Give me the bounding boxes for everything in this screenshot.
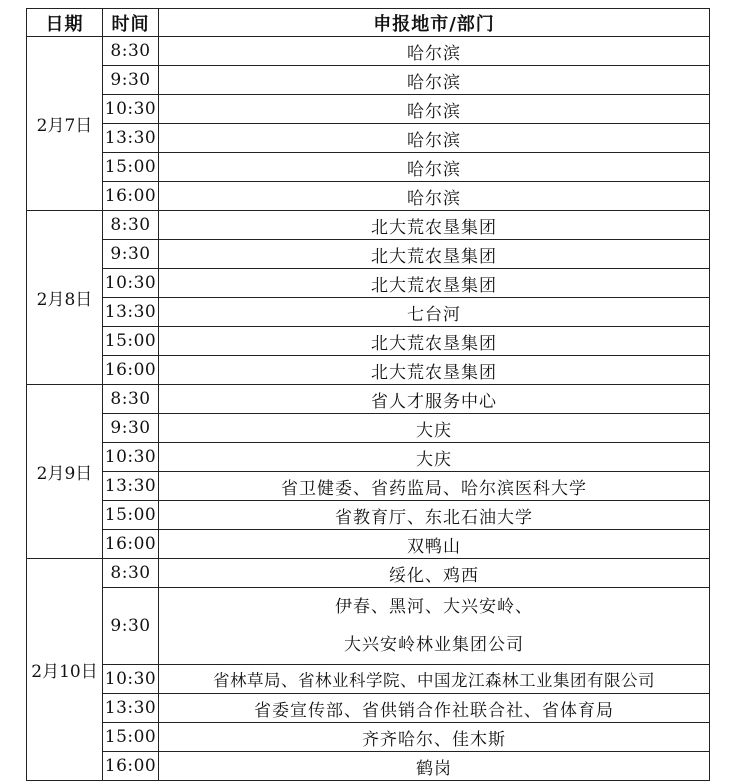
table-row	[27, 211, 710, 240]
dept-cell	[159, 588, 710, 665]
time-cell: 13:30	[103, 298, 159, 327]
dept-cell: 省卫健委、省药监局、哈尔滨医科大学	[159, 472, 710, 501]
table-row	[27, 95, 710, 124]
dept-line: 大兴安岭林业集团公司	[344, 635, 524, 655]
header-date: 日期	[27, 9, 103, 37]
date-cell: 2月9日	[27, 385, 103, 559]
time-cell: 15:00	[103, 501, 159, 530]
dept-cell: 齐齐哈尔、佳木斯	[159, 723, 710, 752]
date-cell: 2月10日	[27, 559, 103, 781]
table-row	[27, 124, 710, 153]
table-row	[27, 37, 710, 66]
dept-cell: 哈尔滨	[159, 153, 710, 182]
table-row	[27, 588, 710, 665]
dept-cell: 哈尔滨	[159, 124, 710, 153]
time-cell: 8:30	[103, 385, 159, 414]
table-row	[27, 66, 710, 95]
time-cell: 16:00	[103, 356, 159, 385]
dept-cell: 省委宣传部、省供销合作社联合社、省体育局	[159, 694, 710, 723]
table-row	[27, 752, 710, 781]
time-cell: 15:00	[103, 327, 159, 356]
time-cell: 8:30	[103, 211, 159, 240]
time-cell: 10:30	[103, 443, 159, 472]
dept-cell: 鹤岗	[159, 752, 710, 781]
table-row	[27, 182, 710, 211]
dept-cell: 省人才服务中心	[159, 385, 710, 414]
dept-cell: 绥化、鸡西	[159, 559, 710, 588]
time-cell: 8:30	[103, 37, 159, 66]
time-cell: 9:30	[103, 588, 159, 665]
dept-cell: 北大荒农垦集团	[159, 211, 710, 240]
table-row	[27, 694, 710, 723]
time-cell: 9:30	[103, 240, 159, 269]
time-cell: 9:30	[103, 414, 159, 443]
table-row	[27, 356, 710, 385]
header-row	[27, 9, 710, 37]
table-row	[27, 153, 710, 182]
time-cell: 9:30	[103, 66, 159, 95]
dept-cell: 哈尔滨	[159, 37, 710, 66]
time-cell: 10:30	[103, 95, 159, 124]
dept-cell: 大庆	[159, 414, 710, 443]
dept-line: 伊春、黑河、大兴安岭、	[335, 597, 533, 617]
time-cell: 10:30	[103, 269, 159, 298]
table-row	[27, 559, 710, 588]
dept-cell: 北大荒农垦集团	[159, 356, 710, 385]
table-row	[27, 385, 710, 414]
dept-cell: 哈尔滨	[159, 66, 710, 95]
dept-cell: 七台河	[159, 298, 710, 327]
table-row	[27, 530, 710, 559]
time-cell: 16:00	[103, 530, 159, 559]
table-row	[27, 269, 710, 298]
dept-cell: 大庆	[159, 443, 710, 472]
table-row	[27, 240, 710, 269]
table-row	[27, 443, 710, 472]
time-cell: 13:30	[103, 124, 159, 153]
dept-cell: 省教育厅、东北石油大学	[159, 501, 710, 530]
time-cell: 15:00	[103, 153, 159, 182]
date-cell: 2月8日	[27, 211, 103, 385]
table-row	[27, 501, 710, 530]
header-time: 时间	[103, 9, 159, 37]
schedule-body	[27, 37, 710, 781]
schedule-table	[26, 8, 710, 781]
dept-cell: 双鸭山	[159, 530, 710, 559]
table-row	[27, 414, 710, 443]
table-row	[27, 665, 710, 694]
time-cell: 15:00	[103, 723, 159, 752]
time-cell: 13:30	[103, 694, 159, 723]
time-cell: 16:00	[103, 752, 159, 781]
dept-cell: 北大荒农垦集团	[159, 269, 710, 298]
time-cell: 13:30	[103, 472, 159, 501]
time-cell: 8:30	[103, 559, 159, 588]
dept-cell: 哈尔滨	[159, 95, 710, 124]
time-cell: 10:30	[103, 665, 159, 694]
table-row	[27, 327, 710, 356]
header-dept: 申报地市/部门	[159, 9, 710, 37]
table-row	[27, 472, 710, 501]
table-row	[27, 723, 710, 752]
dept-cell: 哈尔滨	[159, 182, 710, 211]
time-cell: 16:00	[103, 182, 159, 211]
dept-cell: 北大荒农垦集团	[159, 240, 710, 269]
table-row	[27, 298, 710, 327]
date-cell: 2月7日	[27, 37, 103, 211]
dept-cell: 北大荒农垦集团	[159, 327, 710, 356]
dept-cell: 省林草局、省林业科学院、中国龙江森林工业集团有限公司	[159, 665, 710, 694]
